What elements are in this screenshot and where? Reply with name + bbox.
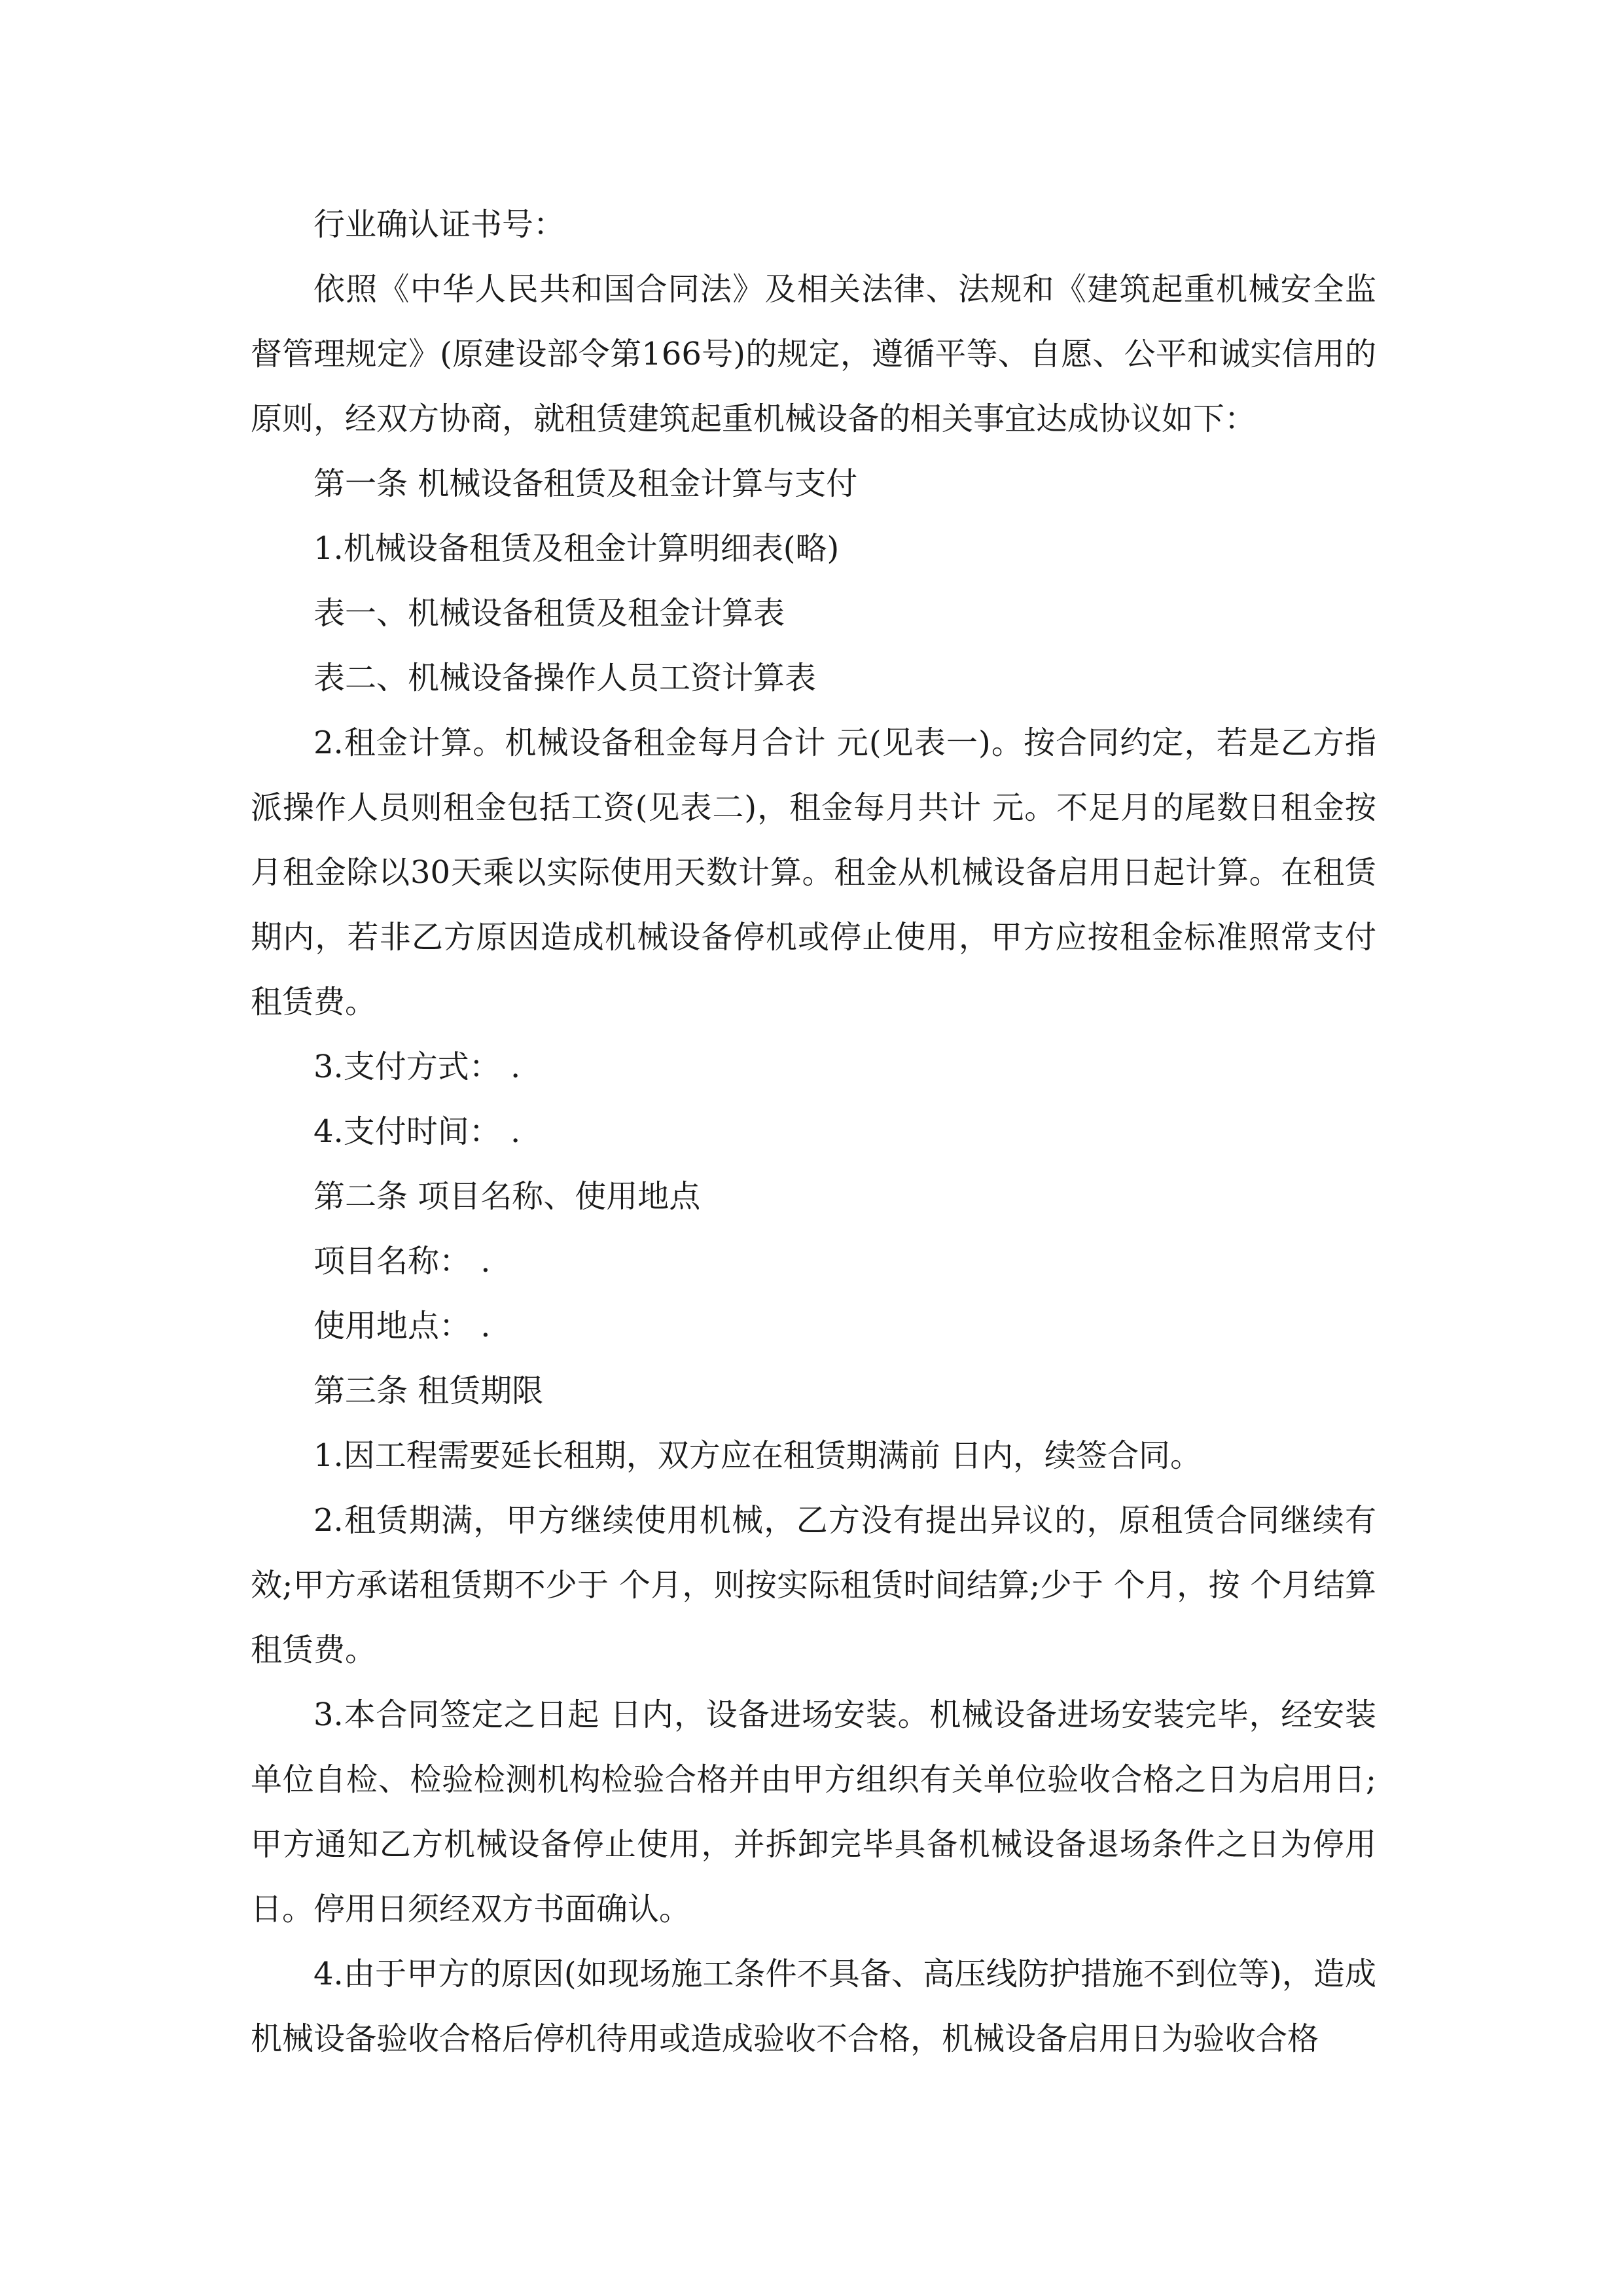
article-3-clause-3: 3.本合同签定之日起 日内，设备进场安装。机械设备进场安装完毕，经安装单位自检、检验检测机构检验合格并由甲方组织有关单位验收合格之日为启用日;甲方通知乙方机械设备停止使用，并拆卸完毕具备机械设备退场条件之日为停用日。停用日须经双方书面确认。 [251,1696,1376,1928]
table-1-title: 表一、机械设备租赁及租金计算表 [313,595,785,632]
article-1-heading: 第一条 机械设备租赁及租金计算与支付 [313,465,858,502]
table-2-title: 表二、机械设备操作人员工资计算表 [313,660,817,696]
article-1-clause-2: 2.租金计算。机械设备租金每月合计 元(见表一)。按合同约定，若是乙方指派操作人员则租金包括工资(见表二)，租金每月共计 元。不足月的尾数日租金按月租金除以30天乘以实际使用天数计算。租金从机械设备启用日起计算。在租赁期内，若非乙方原因造成机械设备停机或停止使用，甲方应按租金标准照常支付租赁费。 [251,725,1376,1020]
article-3-clause-1: 1.因工程需要延长租期，双方应在租赁期满前 日内，续签合同。 [313,1437,1202,1474]
article-2-heading: 第二条 项目名称、使用地点 [313,1178,701,1215]
usage-location-line: 使用地点： . [313,1308,491,1344]
preamble-paragraph: 依照《中华人民共和国合同法》及相关法律、法规和《建筑起重机械安全监督管理规定》(原建设部令第166号)的规定，遵循平等、自愿、公平和诚实信用的原则，经双方协商，就租赁建筑起重机械设备的相关事宜达成协议如下： [251,271,1376,437]
certificate-number-line: 行业确认证书号： [313,206,565,243]
project-name-line: 项目名称： . [313,1243,491,1280]
payment-time-line: 4.支付时间： . [313,1113,521,1150]
payment-method-line: 3.支付方式： . [313,1049,521,1085]
article-3-clause-4: 4.由于甲方的原因(如现场施工条件不具备、高压线防护措施不到位等)，造成机械设备验收合格后停机待用或造成验收不合格，机械设备启用日为验收合格 [251,1956,1376,2057]
article-3-clause-2: 2.租赁期满，甲方继续使用机械，乙方没有提出异议的，原租赁合同继续有效;甲方承诺租赁期不少于 个月，则按实际租赁时间结算;少于 个月，按 个月结算租赁费。 [251,1502,1376,1668]
article-3-heading: 第三条 租赁期限 [313,1372,544,1409]
document-body [251,192,1376,2072]
article-1-clause-1: 1.机械设备租赁及租金计算明细表(略) [313,530,840,567]
